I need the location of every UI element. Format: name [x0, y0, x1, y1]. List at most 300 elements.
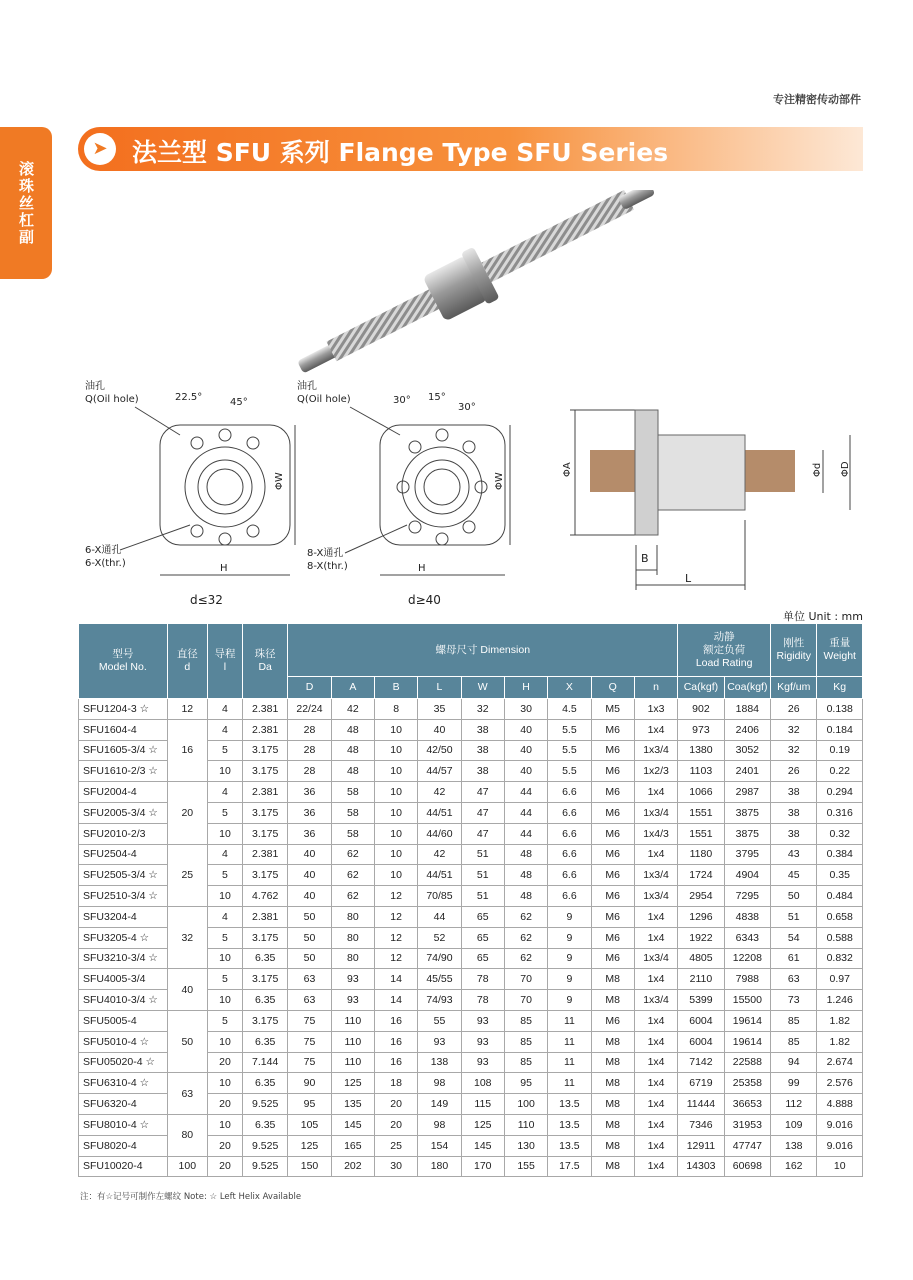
- value-cell: 10: [374, 761, 417, 782]
- value-cell: 13.5: [548, 1135, 591, 1156]
- value-cell: 12: [374, 927, 417, 948]
- model-cell: SFU5010-4 ☆: [79, 1031, 168, 1052]
- value-cell: 2110: [678, 969, 724, 990]
- value-cell: 10: [207, 886, 242, 907]
- value-cell: 20: [374, 1114, 417, 1135]
- holes-cn: 8-X通孔: [307, 548, 344, 559]
- title-banner: [78, 127, 863, 171]
- value-cell: 19614: [724, 1031, 770, 1052]
- value-cell: 48: [504, 865, 547, 886]
- value-cell: 9: [548, 990, 591, 1011]
- subheader-cell: D: [288, 677, 331, 699]
- value-cell: 4.5: [548, 699, 591, 720]
- value-cell: 10: [207, 761, 242, 782]
- value-cell: 20: [374, 1094, 417, 1115]
- w-label: ΦW: [494, 472, 505, 490]
- value-cell: 2406: [724, 719, 770, 740]
- value-cell: 100: [504, 1094, 547, 1115]
- value-cell: 125: [288, 1135, 331, 1156]
- subheader-cell: H: [504, 677, 547, 699]
- value-cell: 58: [331, 802, 374, 823]
- value-cell: 51: [461, 865, 504, 886]
- value-cell: 44/60: [418, 823, 461, 844]
- model-cell: SFU3210-3/4 ☆: [79, 948, 168, 969]
- value-cell: 2.381: [242, 699, 287, 720]
- value-cell: 180: [418, 1156, 461, 1177]
- value-cell: 13.5: [548, 1114, 591, 1135]
- diameter-cell: 32: [167, 906, 207, 968]
- value-cell: 4: [207, 782, 242, 803]
- value-cell: 52: [418, 927, 461, 948]
- value-cell: 10: [374, 782, 417, 803]
- value-cell: 5: [207, 969, 242, 990]
- value-cell: 8: [374, 699, 417, 720]
- oil-hole-cn: 油孔: [85, 381, 105, 392]
- value-cell: 0.294: [817, 782, 863, 803]
- subheader-cell: W: [461, 677, 504, 699]
- phi-d-small-label: Φd: [812, 462, 823, 477]
- value-cell: 5: [207, 740, 242, 761]
- value-cell: 20: [207, 1156, 242, 1177]
- value-cell: 2987: [724, 782, 770, 803]
- value-cell: 38: [461, 740, 504, 761]
- value-cell: 110: [331, 1010, 374, 1031]
- holes-en: 6-X(thr.): [85, 558, 126, 569]
- value-cell: 1066: [678, 782, 724, 803]
- value-cell: 6.35: [242, 1073, 287, 1094]
- value-cell: 38: [461, 761, 504, 782]
- angle-label-2: 15°: [428, 392, 446, 403]
- subheader-cell: X: [548, 677, 591, 699]
- value-cell: 36: [288, 782, 331, 803]
- value-cell: 14: [374, 990, 417, 1011]
- value-cell: 2.381: [242, 906, 287, 927]
- diameter-cell: 63: [167, 1073, 207, 1115]
- value-cell: 0.832: [817, 948, 863, 969]
- value-cell: 10: [374, 719, 417, 740]
- value-cell: 14: [374, 969, 417, 990]
- diameter-cell: 16: [167, 719, 207, 781]
- value-cell: 47: [461, 823, 504, 844]
- value-cell: 973: [678, 719, 724, 740]
- value-cell: 31953: [724, 1114, 770, 1135]
- value-cell: 13.5: [548, 1094, 591, 1115]
- value-cell: 10: [207, 1031, 242, 1052]
- diameter-cell: 80: [167, 1114, 207, 1156]
- value-cell: 0.658: [817, 906, 863, 927]
- oil-hole-en: Q(Oil hole): [85, 394, 139, 405]
- value-cell: 6.6: [548, 782, 591, 803]
- header-lead: 导程 l: [207, 624, 242, 699]
- subheader-cell: L: [418, 677, 461, 699]
- header-ball: 珠径 Da: [242, 624, 287, 699]
- value-cell: 1103: [678, 761, 724, 782]
- value-cell: 1x3: [634, 699, 677, 720]
- value-cell: 6.35: [242, 1114, 287, 1135]
- value-cell: 74/90: [418, 948, 461, 969]
- value-cell: 1x3/4: [634, 802, 677, 823]
- value-cell: 1922: [678, 927, 724, 948]
- value-cell: 73: [771, 990, 817, 1011]
- value-cell: 58: [331, 823, 374, 844]
- value-cell: 95: [504, 1073, 547, 1094]
- nut-side-drawing: [560, 405, 863, 595]
- value-cell: 1551: [678, 823, 724, 844]
- value-cell: 45/55: [418, 969, 461, 990]
- header-dimension: 螺母尺寸 Dimension: [288, 624, 678, 677]
- side-tab: 滚珠丝杠副: [0, 127, 52, 279]
- value-cell: 170: [461, 1156, 504, 1177]
- value-cell: 9: [548, 906, 591, 927]
- value-cell: 1.246: [817, 990, 863, 1011]
- value-cell: 0.32: [817, 823, 863, 844]
- value-cell: M6: [591, 844, 634, 865]
- value-cell: M6: [591, 740, 634, 761]
- value-cell: 63: [771, 969, 817, 990]
- model-cell: SFU3205-4 ☆: [79, 927, 168, 948]
- value-cell: 2.576: [817, 1073, 863, 1094]
- value-cell: 22588: [724, 1052, 770, 1073]
- value-cell: 1x2/3: [634, 761, 677, 782]
- value-cell: 149: [418, 1094, 461, 1115]
- value-cell: 36: [288, 802, 331, 823]
- value-cell: 50: [288, 906, 331, 927]
- value-cell: 1x4: [634, 1114, 677, 1135]
- subheader-cell: Q: [591, 677, 634, 699]
- value-cell: 2.381: [242, 719, 287, 740]
- value-cell: 36653: [724, 1094, 770, 1115]
- value-cell: 3.175: [242, 927, 287, 948]
- table-row: [79, 1114, 863, 1135]
- value-cell: 65: [461, 948, 504, 969]
- value-cell: 3875: [724, 823, 770, 844]
- value-cell: 65: [461, 906, 504, 927]
- value-cell: 25: [374, 1135, 417, 1156]
- table-row: [79, 906, 863, 927]
- value-cell: 28: [288, 740, 331, 761]
- header-rigidity: 刚性 Rigidity: [771, 624, 817, 677]
- value-cell: 62: [331, 844, 374, 865]
- value-cell: 93: [331, 990, 374, 1011]
- value-cell: 19614: [724, 1010, 770, 1031]
- value-cell: 7346: [678, 1114, 724, 1135]
- value-cell: 75: [288, 1052, 331, 1073]
- header-model: 型号 Model No.: [79, 624, 168, 699]
- value-cell: M6: [591, 761, 634, 782]
- value-cell: 30: [504, 699, 547, 720]
- spec-table: [78, 623, 863, 1177]
- value-cell: 0.97: [817, 969, 863, 990]
- value-cell: 47: [461, 782, 504, 803]
- value-cell: 1x3/4: [634, 886, 677, 907]
- h-label: H: [220, 563, 228, 574]
- header-load: 动静 额定负荷 Load Rating: [678, 624, 771, 677]
- subheader-cell: Coa(kgf): [724, 677, 770, 699]
- value-cell: 12: [374, 948, 417, 969]
- value-cell: 155: [504, 1156, 547, 1177]
- l-label: L: [685, 572, 692, 585]
- value-cell: 44: [504, 782, 547, 803]
- table-row: [79, 699, 863, 720]
- value-cell: 93: [461, 1031, 504, 1052]
- value-cell: 1x4: [634, 1010, 677, 1031]
- value-cell: 12: [374, 906, 417, 927]
- value-cell: 48: [331, 761, 374, 782]
- value-cell: 9: [548, 969, 591, 990]
- value-cell: 45: [771, 865, 817, 886]
- value-cell: 112: [771, 1094, 817, 1115]
- value-cell: 1x4: [634, 1073, 677, 1094]
- value-cell: 1.82: [817, 1010, 863, 1031]
- value-cell: 5.5: [548, 740, 591, 761]
- value-cell: 150: [288, 1156, 331, 1177]
- value-cell: 74/93: [418, 990, 461, 1011]
- value-cell: 40: [504, 740, 547, 761]
- value-cell: 2.381: [242, 844, 287, 865]
- angle-label-2: 45°: [230, 397, 248, 408]
- value-cell: 50: [771, 886, 817, 907]
- value-cell: 1x4: [634, 782, 677, 803]
- value-cell: 55: [418, 1010, 461, 1031]
- value-cell: 3875: [724, 802, 770, 823]
- model-cell: SFU3204-4: [79, 906, 168, 927]
- value-cell: 20: [207, 1094, 242, 1115]
- value-cell: 1x4: [634, 719, 677, 740]
- model-cell: SFU6320-4: [79, 1094, 168, 1115]
- value-cell: 10: [207, 1114, 242, 1135]
- header-diameter: 直径 d: [167, 624, 207, 699]
- value-cell: M6: [591, 948, 634, 969]
- model-cell: SFU2004-4: [79, 782, 168, 803]
- value-cell: M8: [591, 969, 634, 990]
- value-cell: 60698: [724, 1156, 770, 1177]
- model-cell: SFU1604-4: [79, 719, 168, 740]
- value-cell: 40: [504, 719, 547, 740]
- value-cell: 4: [207, 906, 242, 927]
- value-cell: 44/51: [418, 802, 461, 823]
- oil-hole-en: Q(Oil hole): [297, 394, 351, 405]
- model-cell: SFU2005-3/4 ☆: [79, 802, 168, 823]
- value-cell: 70: [504, 990, 547, 1011]
- value-cell: 4: [207, 719, 242, 740]
- value-cell: 3.175: [242, 802, 287, 823]
- value-cell: 1296: [678, 906, 724, 927]
- value-cell: 26: [771, 699, 817, 720]
- value-cell: 44: [504, 802, 547, 823]
- value-cell: 6343: [724, 927, 770, 948]
- value-cell: 11: [548, 1073, 591, 1094]
- value-cell: 5.5: [548, 719, 591, 740]
- model-cell: SFU5005-4: [79, 1010, 168, 1031]
- value-cell: 3.175: [242, 969, 287, 990]
- value-cell: 95: [288, 1094, 331, 1115]
- value-cell: 75: [288, 1010, 331, 1031]
- value-cell: 0.22: [817, 761, 863, 782]
- value-cell: 85: [504, 1052, 547, 1073]
- value-cell: 40: [288, 865, 331, 886]
- value-cell: 4.888: [817, 1094, 863, 1115]
- subheader-cell: Kgf/um: [771, 677, 817, 699]
- value-cell: 9: [548, 927, 591, 948]
- value-cell: 80: [331, 906, 374, 927]
- value-cell: 7988: [724, 969, 770, 990]
- value-cell: 9.525: [242, 1156, 287, 1177]
- value-cell: 145: [331, 1114, 374, 1135]
- value-cell: 110: [331, 1052, 374, 1073]
- value-cell: 38: [771, 782, 817, 803]
- value-cell: 20: [207, 1052, 242, 1073]
- diameter-cell: 25: [167, 844, 207, 906]
- value-cell: 11: [548, 1052, 591, 1073]
- value-cell: 110: [504, 1114, 547, 1135]
- value-cell: 99: [771, 1073, 817, 1094]
- diameter-cell: 50: [167, 1010, 207, 1072]
- value-cell: 85: [771, 1031, 817, 1052]
- value-cell: 40: [288, 886, 331, 907]
- value-cell: 70: [504, 969, 547, 990]
- value-cell: 93: [461, 1052, 504, 1073]
- value-cell: 44/51: [418, 865, 461, 886]
- value-cell: 62: [504, 906, 547, 927]
- value-cell: M6: [591, 906, 634, 927]
- value-cell: 11: [548, 1031, 591, 1052]
- value-cell: 1884: [724, 699, 770, 720]
- value-cell: 9: [548, 948, 591, 969]
- value-cell: M6: [591, 1010, 634, 1031]
- value-cell: 12911: [678, 1135, 724, 1156]
- value-cell: 4838: [724, 906, 770, 927]
- value-cell: 902: [678, 699, 724, 720]
- value-cell: 154: [418, 1135, 461, 1156]
- value-cell: M8: [591, 1052, 634, 1073]
- value-cell: 0.588: [817, 927, 863, 948]
- value-cell: 98: [418, 1114, 461, 1135]
- value-cell: 4.762: [242, 886, 287, 907]
- diameter-cell: 12: [167, 699, 207, 720]
- value-cell: 1x4: [634, 906, 677, 927]
- value-cell: 93: [418, 1031, 461, 1052]
- flange-drawing-d40: [295, 375, 525, 610]
- value-cell: 70/85: [418, 886, 461, 907]
- model-cell: SFU4005-3/4: [79, 969, 168, 990]
- value-cell: 9.016: [817, 1114, 863, 1135]
- footnote: 注：有☆记号可制作左螺纹 Note: ☆ Left Helix Available: [80, 1192, 302, 1202]
- value-cell: 1x4: [634, 844, 677, 865]
- value-cell: 6004: [678, 1031, 724, 1052]
- value-cell: 63: [288, 969, 331, 990]
- value-cell: 10: [374, 865, 417, 886]
- value-cell: 130: [504, 1135, 547, 1156]
- value-cell: 50: [288, 948, 331, 969]
- value-cell: 7.144: [242, 1052, 287, 1073]
- value-cell: 3.175: [242, 740, 287, 761]
- value-cell: 75: [288, 1031, 331, 1052]
- model-cell: SFU4010-3/4 ☆: [79, 990, 168, 1011]
- model-cell: SFU1610-2/3 ☆: [79, 761, 168, 782]
- value-cell: 1724: [678, 865, 724, 886]
- diameter-cell: 20: [167, 782, 207, 844]
- value-cell: M8: [591, 990, 634, 1011]
- value-cell: M8: [591, 1135, 634, 1156]
- model-cell: SFU8010-4 ☆: [79, 1114, 168, 1135]
- value-cell: 40: [504, 761, 547, 782]
- subheader-cell: Ca(kgf): [678, 677, 724, 699]
- value-cell: 4: [207, 844, 242, 865]
- value-cell: 40: [418, 719, 461, 740]
- value-cell: 61: [771, 948, 817, 969]
- model-cell: SFU6310-4 ☆: [79, 1073, 168, 1094]
- value-cell: 80: [331, 948, 374, 969]
- value-cell: 9.016: [817, 1135, 863, 1156]
- value-cell: 38: [771, 802, 817, 823]
- value-cell: 65: [461, 927, 504, 948]
- value-cell: 51: [461, 844, 504, 865]
- subheader-cell: Kg: [817, 677, 863, 699]
- value-cell: 51: [771, 906, 817, 927]
- value-cell: 32: [461, 699, 504, 720]
- value-cell: 35: [418, 699, 461, 720]
- value-cell: 0.384: [817, 844, 863, 865]
- h-label: H: [418, 563, 426, 574]
- value-cell: 138: [418, 1052, 461, 1073]
- value-cell: 36: [288, 823, 331, 844]
- value-cell: 54: [771, 927, 817, 948]
- header-weight: 重量 Weight: [817, 624, 863, 677]
- table-row: [79, 782, 863, 803]
- value-cell: 1x4: [634, 1094, 677, 1115]
- value-cell: 2.381: [242, 782, 287, 803]
- unit-label: 单位 Unit : mm: [782, 610, 863, 623]
- table-row: [79, 719, 863, 740]
- value-cell: 0.138: [817, 699, 863, 720]
- value-cell: 16: [374, 1052, 417, 1073]
- value-cell: 58: [331, 782, 374, 803]
- value-cell: 48: [504, 886, 547, 907]
- value-cell: 3.175: [242, 865, 287, 886]
- value-cell: 38: [771, 823, 817, 844]
- value-cell: 48: [331, 740, 374, 761]
- w-label: ΦW: [274, 472, 285, 490]
- diameter-cell: 100: [167, 1156, 207, 1177]
- value-cell: 6719: [678, 1073, 724, 1094]
- value-cell: 1x3/4: [634, 865, 677, 886]
- value-cell: 145: [461, 1135, 504, 1156]
- value-cell: 6.6: [548, 865, 591, 886]
- tagline: 专注精密传动部件: [773, 93, 861, 106]
- value-cell: 44: [418, 906, 461, 927]
- holes-cn: 6-X通孔: [85, 545, 122, 556]
- value-cell: 11: [548, 1010, 591, 1031]
- value-cell: 32: [771, 719, 817, 740]
- value-cell: 38: [461, 719, 504, 740]
- holes-en: 8-X(thr.): [307, 561, 348, 572]
- value-cell: 43: [771, 844, 817, 865]
- model-cell: SFU8020-4: [79, 1135, 168, 1156]
- value-cell: 17.5: [548, 1156, 591, 1177]
- value-cell: 28: [288, 719, 331, 740]
- value-cell: 4904: [724, 865, 770, 886]
- value-cell: 5.5: [548, 761, 591, 782]
- table-row: [79, 1010, 863, 1031]
- value-cell: M6: [591, 802, 634, 823]
- value-cell: 125: [461, 1114, 504, 1135]
- value-cell: 2401: [724, 761, 770, 782]
- b-label: B: [641, 552, 649, 565]
- value-cell: 165: [331, 1135, 374, 1156]
- page-title: 法兰型 SFU 系列 Flange Type SFU Series: [132, 138, 669, 167]
- value-cell: 3.175: [242, 823, 287, 844]
- angle-label-1: 22.5°: [175, 392, 203, 403]
